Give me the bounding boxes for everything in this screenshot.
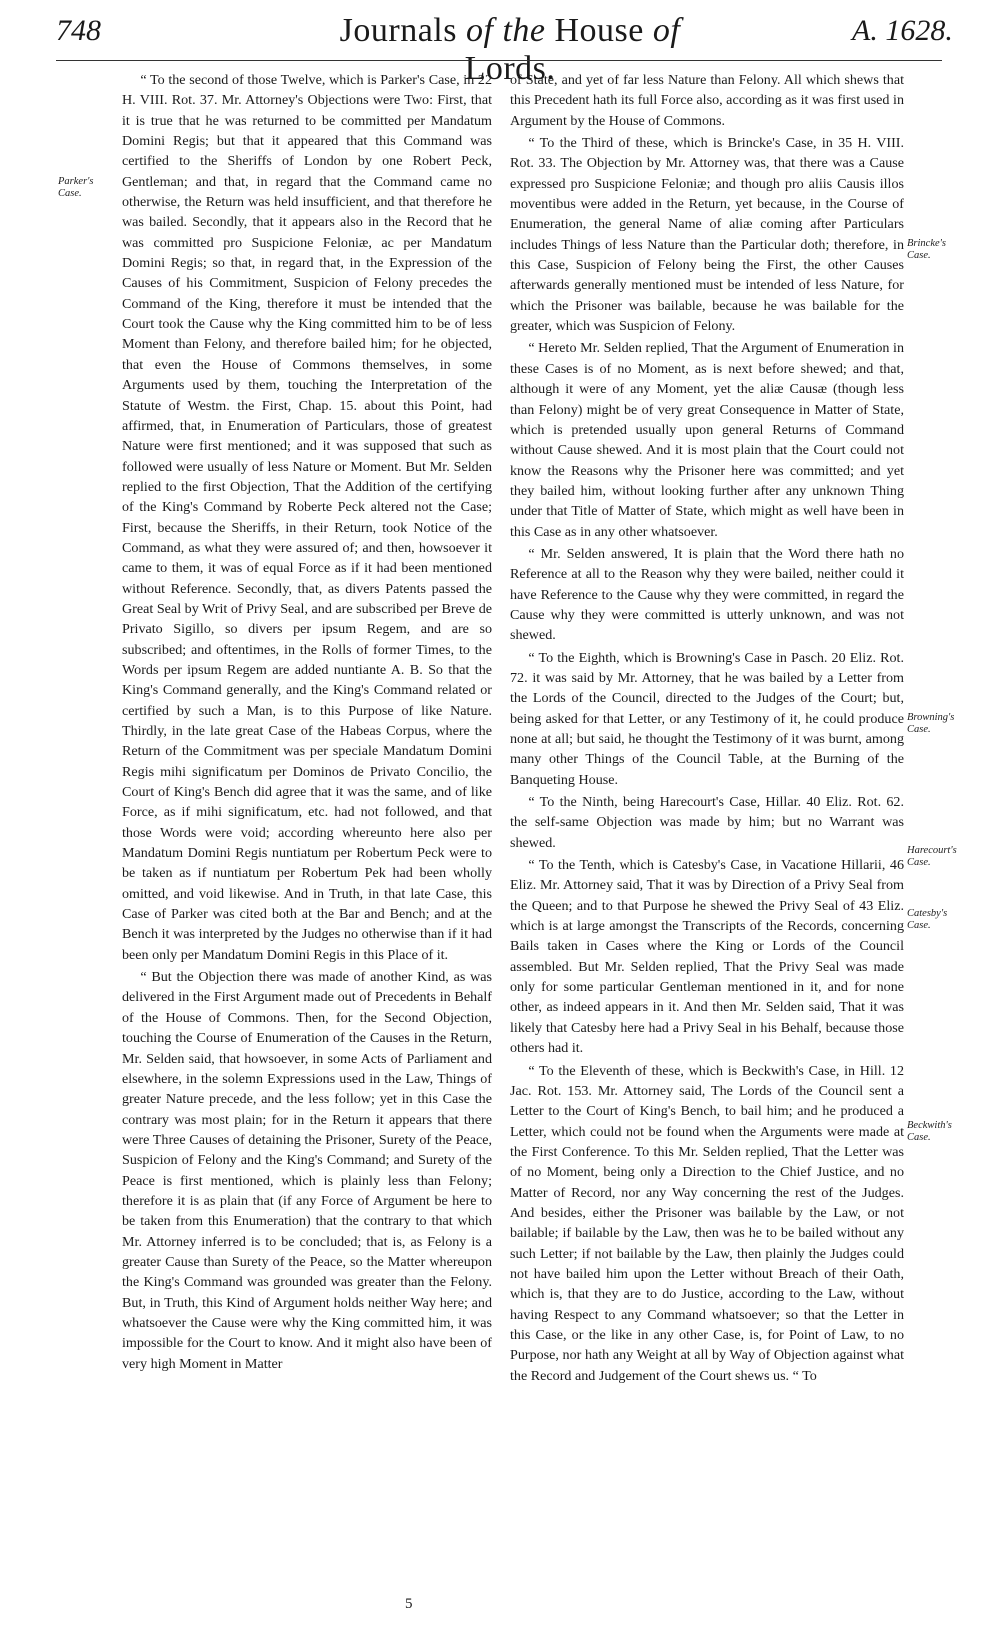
paragraph-selden-reply: “ Hereto Mr. Selden replied, That the Argument of Enumeration in these Cases is of no Moment, as is next before shewed; and that, although it were of any Moment, yet the aliæ Causæ (though less than Felony) might be of very great Consequence in Matter of State, which is pretended usually upon general Returns of Command without Cause shewed. And it is most plain that the Court could not know the Reasons why the Prisoner here was committed; and yet they bailed him, without looking further after any unknown Thing under that Title of Matter of State, which might as well have been in this Case as in any other whatsoever. (510, 340, 904, 540)
signature-mark: 5 (405, 1596, 413, 1612)
margin-note-parker: Parker's Case. (58, 176, 94, 199)
margin-note-brincke: Brincke's Case. (907, 238, 946, 261)
paragraph-harecourt-case: “ To the Ninth, being Harecourt's Case, Hillar. 40 Eliz. Rot. 62. the self-same Objection was made by him; but no Warrant was shewed. (510, 794, 904, 851)
left-column (122, 70, 492, 1374)
title-word-the: the (502, 12, 546, 49)
title-word-of-2: of (652, 12, 681, 49)
paragraph-browning-case: “ To the Eighth, which is Browning's Case in Pasch. 20 Eliz. Rot. 72. it was said by Mr. Attorney, that he was bailed by a Letter from the Lords of the Council, directed to the Judges of the Court; but, being asked for that Letter, or any Testimony of it, he could produce none at all; but said, he thought the Testimony of it was burnt, among many other Things of the Council Table, at the Burning of the Banqueting House. (510, 649, 904, 788)
title-word-of: of (465, 12, 494, 49)
margin-note-harecourt: Harecourt's Case. (907, 845, 957, 868)
margin-note-beckwith: Beckwith's Case. (907, 1120, 952, 1143)
paragraph-beckwith-case: “ To the Eleventh of these, which is Beckwith's Case, in Hill. 12 Jac. Rot. 153. Mr. Attorney said, The Lords of the Council sent a Letter to the Court of King's Bench, to bail him; and he produced a Letter, which could not be found when the Arguments were made at the First Conference. To this Mr. Selden replied, That the Letter was of no Moment, being only a Direction to the Chief Justice, and no Matter of Record, nor any Way concerning the rest of the Judges. And besides, either the Prisoner was bailable by the Law, or not bailable; if bailable by the Law, then was he to be bailed without any such Letter; if not bailable by the Law, then plainly the Judges could not have bailed him upon the Letter without Breach of their Oath, which is, that they are to do Justice, according to the Law, without having Respect to any Command whatsoever; so that the Letter in this Case, or the like in any other Case, is, for Point of Law, to no Purpose, nor hath any Weight at all by Way of Objection against what the Record and Judgement of the Court shews us. “ To (510, 1062, 904, 1384)
paragraph-selden-answer: “ Mr. Selden answered, It is plain that the Word there hath no Reference at all to the Reason why they were bailed, neither could it have Reference to the Cause why they were committed, in regard the Cause why they were committed is utterly unknown, and was not shewed. (510, 545, 904, 644)
page-header (0, 0, 992, 87)
right-column (510, 70, 904, 1386)
title-word-lords: Lords. (464, 50, 556, 87)
margin-note-browning: Browning's Case. (907, 712, 955, 735)
title-word-journals: Journals (339, 12, 457, 49)
page-number: 748 (56, 14, 101, 47)
year-label: A. 1628. (852, 14, 953, 47)
paragraph-brincke-case: “ To the Third of these, which is Brincke's Case, in 35 H. VIII. Rot. 33. The Objection by Mr. Attorney was, that there was a Cause expressed pro Suspicione Feloniæ; and though pro aliis Causis illos moventibus were added in the Return, yet because, in the Course of Enumeration, the general Name of aliæ coming after Particulars includes Things of less Nature than the Particular doth; therefore, in this Case, Suspicion of Felony being the First, the other Causes afterwards generally mentioned must be intended of less Nature, for which the Prisoner was bailable, because he was bailable for the greater, which was Suspicion of Felony. (510, 135, 904, 335)
paragraph-catesby-case: “ To the Tenth, which is Catesby's Case, in Vacatione Hillarii, 46 Eliz. Mr. Attorney said, That it was by Direction of a Privy Seal from the Queen; and to that Purpose he shewed the Privy Seal of 43 Eliz. which is at large amongst the Transcripts of the Records, concerning Bails taken in Cases where the King or Lords of the Council assembled. But Mr. Selden replied, That the Privy Seal was made only for some particular Gentleman mentioned in it, and for none other, as indeed appears in it. And then Mr. Selden said, That it was likely that Catesby here had a Privy Seal in his Behalf, because those others had it. (510, 857, 904, 1057)
title-word-house: House (554, 12, 644, 49)
paragraph-continuation: of State, and yet of far less Nature than Felony. All which shews that this Precedent hath its full Force also, according as it was first used in Argument by the House of Commons. (510, 72, 904, 129)
margin-note-catesby: Catesby's Case. (907, 908, 948, 931)
paragraph-second-objection: “ But the Objection there was made of another Kind, as was delivered in the First Argument made out of Precedents in Behalf of the House of Commons. Then, for the Second Objection, touching the Course of Enumeration of the Causes in the Return, Mr. Selden said, that howsoever, in some Acts of Parliament and elsewhere, in the solemn Expressions used in the Law, Things of greater Nature precede, and the less follow; yet in this Case the contrary was most plain; for in the Return it appears that there were Three Causes of detaining the Prisoner, Surety of the Peace, Suspicion of Felony and the King's Command; and Surety of the Peace is first mentioned, which is plainly less than Felony; therefore it is as plain that (if any Force of Argument be here to be taken from this Enumeration) that the contrary to that which Mr. Attorney inferred is to be concluded; that is, as Felony is a greater Cause than Surety of the Peace, so the Matter whereupon the King's Command was grounded was greater than the Felony. But, in Truth, this Kind of Argument holds neither Way here; and whatsoever the Cause were why the King committed him, it was impossible for the Court to know. And it might also have been of very high Moment in Matter (122, 969, 492, 1372)
header-rule (56, 60, 942, 61)
paragraph-parker-case: “ To the second of those Twelve, which is Parker's Case, in 22 H. VIII. Rot. 37. Mr. Attorney's Objections were Two: First, that it is true that he was returned to be committed per Mandatum Domini Regis; but that it appeared that this Command was certified to the Sheriffs of London by one Robert Peck, Gentleman; and that, in regard that the Command came no otherwise, the Return was held insufficient, and that therefore he was bailed. Secondly, that it appears also in the Record that he was committed pro Suspicione Feloniæ, ac per Mandatum Domini Regis; so that, in regard that, in the Expression of the Causes of his Commitment, Suspicion of Felony precedes the Command of the King, therefore it must be intended that the Court took the Cause why the King committed him to be of less Moment than Felony, and therefore bailed him; for he objected, that even the House of Commons themselves, in some Arguments used by them, touching the Interpretation of the Statute of Westm. the First, Chap. 15. about this Point, had affirmed, that, in Enumeration of Particulars, those of greatest Nature were first mentioned; and it was supposed that such as followed were usually of less Nature or Moment. But Mr. Selden replied to the first Objection, That the Addition of the certifying of the King's Command by Roberte Peck altered not the Case; First, because the Sheriffs, in their Return, took Notice of the Command, as what they were assured of; and then, howsoever it came to them, it was of equal Force as if it had been mentioned without Reference. Secondly, that, as divers Patents passed the Great Seal by Writ of Privy Seal, and are subscribed per Breve de Privato Sigillo, so divers per ipsum Regem, and are so subscribed; and oftentimes, in the Rolls of former Times, to the Words per ipsum Regem are added nuntiante A. B. So that the King's Command generally, and the King's Command related or certified by such a Man, is to this Purpose of like Nature. Thirdly, in the late great Case of the Habeas Corpus, where the Return of the Commitment was per speciale Mandatum Domini Regis mihi significatum per Dominos de Privato Concilio, the Court of King's Bench did agree that it was the same, and of like Force, as if mihi significatum, etc. had not followed, and that those Words were void; according whereunto here also per Mandatum Domini Regis nuntiatum per Robertum Peck were to be taken as if nuntiatum per Robertum Pek had been wholly omitted, and void likewise. And in Truth, in that late Case, this Case of Parker was cited both at the Bar and Bench; and at the Bench it was interpreted by the Judges no otherwise than if it had been only per Mandatum Domini Regis in this Place of it. (122, 72, 492, 963)
